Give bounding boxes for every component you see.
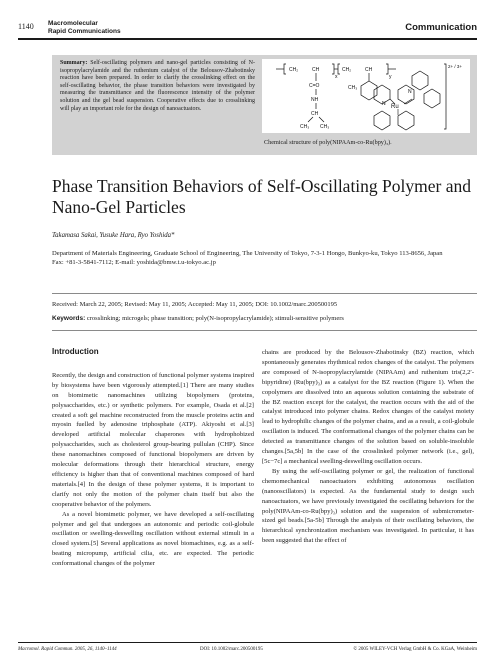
section-heading-introduction: Introduction: [52, 347, 99, 356]
structure-ru: Ru: [391, 104, 399, 110]
structure-charge: 2+ / 3+: [448, 64, 463, 69]
footer-rule: [18, 642, 477, 643]
paragraph: By using the self-oscillating polymer or gel, the realization of functional chemomechanical nanoactuators exhibiting autonomous oscillation (nanooscillators) is expected. As the fundamental study to design such nanoactuators, we have previously investigated the oscillating behaviors for the poly(NIPAAm-co-Ru(bpy)₃) solution and the suspension of submicrometer-sized gel beads.[5a-5b] Through the analysis of their oscillating behaviors, the hierarchical synchronization mechanism was investigated. In particular, it has been suggested that the effect of: [262, 467, 474, 545]
paragraph: Recently, the design and construction of functional polymer systems inspired by biosystems have been vigorously attempted.[1] There are many studies on biomimetic nanomachines utilizing biopolymers (proteins, polysaccharides, etc.) or synthetic polymers. For example, Osada et al.[2] created a soft gel machine reconstructed from the muscle proteins actin and myosin fuelled by adenosine triphosphate (ATP). Akiyoshi et al.[3] developed artificial molecular chaperones with hydrophobized polysaccharides, such as cholesterol group-bearing pullulan (CHP). Since these nanomachines composed of functional biopolymers are driven by molecular deformations through their hierarchical structure, energy efficiency is higher than that of conventional machines composed of hard materials.[4] In the design of these polymer systems, it is important to clarify not only the motion of the polymer chain itself but also the cooperative behavior of the polymers.: [52, 371, 254, 508]
article-title: Phase Transition Behaviors of Self-Oscillating Polymer and Nano-Gel Particles: [52, 176, 471, 217]
body-column-right: [262, 348, 474, 546]
structure-ch3-left: CH₃: [300, 124, 310, 130]
received-dates: Received: March 22, 2005; Revised: May 11, 2005; Accepted: May 11, 2005; DOI: 10.1002/marc.200500195: [52, 301, 338, 308]
chemical-structure-drawing: [262, 59, 470, 133]
page-number: 1140: [18, 22, 34, 31]
keywords-label: Keywords:: [52, 315, 86, 322]
summary-body: Self-oscillating polymers and nano-gel particles consisting of N-isopropylacrylamide and the ruthenium catalyst of the Belousov-Zhabotinsky reaction have been prepared. In order to clarify the crosslinking effect on the self-oscillating behavior, the phase transition behaviors were investigated by measuring the transmittance and the fluorescence intensity of the polymer solution and the gel bead suspension. Cooperative effects due to crosslinking will play an important role for the design of nanoactuators.: [60, 60, 256, 112]
journal-name-line2: Rapid Communications: [48, 27, 121, 35]
footer-doi: DOI: 10.1002/marc.200500195: [200, 647, 263, 652]
structure-carbonyl: C=O: [309, 83, 320, 89]
divider-bottom: [52, 330, 477, 331]
structure-ch2-b: CH₂: [342, 67, 352, 73]
structure-isopropyl-ch: CH: [311, 111, 319, 117]
divider-top: [52, 293, 477, 294]
structure-x: x: [335, 74, 338, 80]
footer-citation: Macromol. Rapid Commun. 2005, 26, 1140–1144: [18, 647, 117, 652]
section-label: Communication: [405, 22, 477, 33]
affiliation: Department of Materials Engineering, Graduate School of Engineering, The University of Tokyo, 7-3-1 Hongo, Bunkyo-ku, Tokyo 113-8656, Japan: [52, 250, 443, 257]
contact-info: Fax: +81-3-5841-7112; E-mail: yoshida@bmw.t.u-tokyo.ac.jp: [52, 258, 216, 266]
keywords-list: crosslinking; microgels; phase transition; poly(N-isopropylacrylamide); stimuli-sensitive polymers: [86, 315, 344, 322]
journal-name: [48, 20, 121, 35]
paragraph: As a novel biomimetic polymer, we have developed a self-oscillating polymer and gel that undergoes an autonomic and periodic coil-globule oscillation or swelling-deswelling oscillation without external stimuli in a closed system.[5] Several applications as novel biomachines, e.g. as a self-beating micropump, artificial cilia, etc. are expected. The periodic conformational changes of the polymer: [52, 510, 254, 568]
paragraph: chains are produced by the Belousov-Zhabotinsky (BZ) reaction, which spontaneously generates rhythmical redox changes of the catalyst. The polymers are composed of N-isopropylacrylamide (NIPAAm) and ruthenium tris(2,2′-bipyridine) (Ru(bpy)₃) as a catalyst for the BZ reaction (Figure 1). When the copolymers are dissolved into an aqueous solution containing the substrate of the BZ reaction except for the catalyst, the reaction occurs with the aid of the catalyst introduced into polymer chains. Redox changes of the catalyst moiety lead to hydrophilic changes of the polymer chains, and as a result, a coil-globule oscillation is induced. The conformational changes of the polymer chains can be detected as transmittance changes of the solution based on soluble-insoluble changes.[5a,5b] In the case of the crosslinked polymer network (i.e., gel),[5c−7c] a mechanical swelling-deswelling oscillation occurs.: [262, 349, 474, 465]
structure-ch-b: CH: [365, 67, 373, 73]
affiliation-block: [52, 250, 472, 267]
structure-y: y: [389, 74, 392, 80]
figure-caption: Chemical structure of poly(NIPAAm-co-Ru(bpy)₃).: [264, 139, 392, 146]
author-list: Takamasa Sakai, Yusuke Hara, Ryo Yoshida*: [52, 232, 175, 239]
keywords-line: [52, 315, 344, 322]
structure-ch3-ring: CH₃: [348, 85, 358, 91]
summary-label: Summary:: [60, 60, 88, 66]
body-column-left: [52, 347, 254, 569]
journal-name-line1: Macromolecular: [48, 20, 98, 27]
footer-copyright: © 2005 WILEY-VCH Verlag GmbH & Co. KGaA, Weinheim: [353, 647, 477, 652]
structure-n-left: N: [382, 101, 386, 107]
structure-ch3-right: CH₃: [320, 124, 330, 130]
structure-nh: NH: [311, 97, 319, 103]
summary-text: [60, 60, 255, 113]
header-rule: [18, 38, 477, 40]
structure-n-right: N: [408, 89, 412, 95]
summary-box: [52, 55, 477, 155]
chemical-structure-figure: [262, 59, 470, 133]
structure-ch2-a: CH₂: [289, 67, 299, 73]
running-header: [18, 20, 477, 42]
structure-ch-a: CH: [312, 67, 320, 73]
